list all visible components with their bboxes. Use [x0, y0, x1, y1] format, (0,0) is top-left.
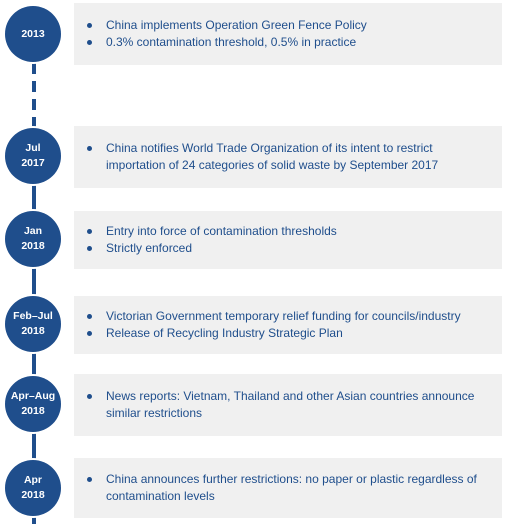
bullet-item: Entry into force of contamination thresholds — [84, 223, 337, 240]
event-card-jan-2018 — [74, 211, 502, 269]
date-node-apr-2018: Apr 2018 — [5, 460, 61, 516]
date-node-feb-jul-2018: Feb–Jul 2018 — [5, 296, 61, 352]
bullet-item: 0.3% contamination threshold, 0.5% in practice — [84, 34, 367, 51]
bullet-item: Victorian Government temporary relief funding for councils/industry — [84, 308, 461, 325]
timeline-dash — [32, 81, 36, 92]
timeline-dash — [32, 99, 36, 110]
event-card-jul-2017 — [74, 126, 502, 188]
event-card-apr-2018 — [74, 458, 502, 518]
date-node-apr-aug-2018: Apr–Aug 2018 — [5, 376, 61, 432]
date-node-2013: 2013 — [5, 6, 61, 62]
bullet-list — [84, 223, 337, 257]
bullet-item: Release of Recycling Industry Strategic Plan — [84, 325, 461, 342]
event-card-feb-jul-2018 — [74, 296, 502, 354]
bullet-item: China implements Operation Green Fence Policy — [84, 17, 367, 34]
bullet-list — [84, 388, 482, 422]
bullet-item: News reports: Vietnam, Thailand and other Asian countries announce similar restrictions — [84, 388, 482, 422]
bullet-item: China notifies World Trade Organization of its intent to restrict importation of 24 categories of solid waste by September 2017 — [84, 140, 482, 174]
timeline-dash — [32, 61, 36, 74]
bullet-list — [84, 308, 461, 342]
date-node-jan-2018: Jan 2018 — [5, 211, 61, 267]
event-card-apr-aug-2018 — [74, 374, 502, 436]
bullet-list — [84, 17, 367, 51]
bullet-item: China announces further restrictions: no paper or plastic regardless of contamination levels — [84, 471, 482, 505]
bullet-list — [84, 471, 482, 505]
bullet-list — [84, 140, 482, 174]
date-node-jul-2017: Jul 2017 — [5, 128, 61, 184]
timeline-dash — [32, 117, 36, 128]
bullet-item: Strictly enforced — [84, 240, 337, 257]
event-card-2013 — [74, 3, 502, 65]
